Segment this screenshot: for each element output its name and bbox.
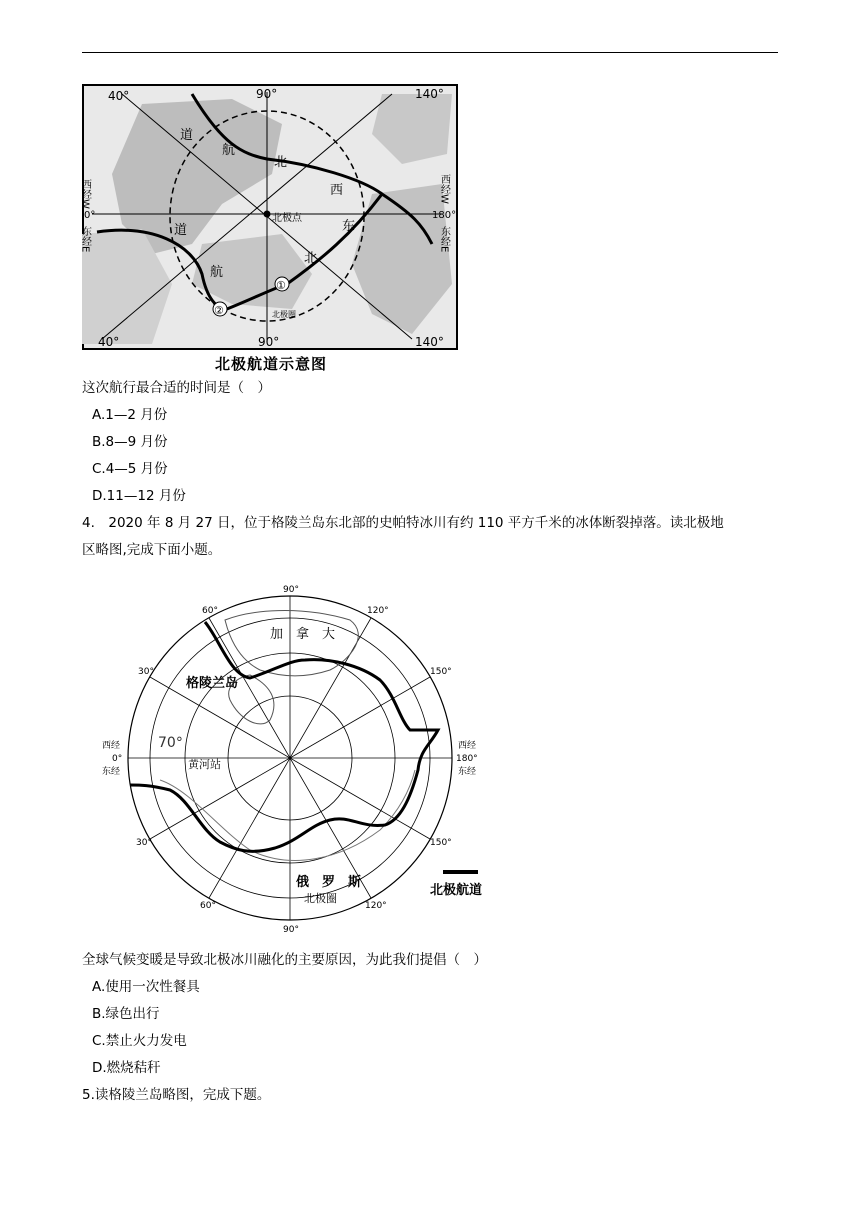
map2-lon-60: 60° (202, 606, 218, 616)
map1-east-label-right: 东经E (438, 226, 450, 253)
map1-west-label-right: 西经W (438, 174, 450, 204)
map1-route-label: 北 (304, 251, 318, 266)
map2-lon-150-s: 150° (430, 838, 452, 848)
map1-route-label: 道 (180, 128, 194, 143)
map2-east-label: 东经 (102, 767, 121, 777)
map2-west-label: 西经 (102, 741, 121, 751)
map1-marker-1: ① (276, 279, 286, 292)
map2-west-label-right: 西经 (458, 741, 477, 751)
arctic-region-map-2 (100, 580, 520, 940)
q4-option-a: A.使用一次性餐具 (92, 979, 200, 995)
map1-180-label: 180° (432, 210, 457, 221)
map1-route-label: 道 (174, 223, 188, 238)
map1-lon-140-bottom: 140° (415, 335, 444, 349)
map2-lon-30: 30° (138, 667, 154, 677)
map2-legend-label: 北极航道 (430, 883, 483, 898)
map2-yellow-river-station-label: 黄河站 (188, 758, 221, 771)
arctic-route-map-1 (79, 84, 458, 354)
map1-marker-2: ② (214, 304, 224, 317)
map1-route-label: 航 (210, 265, 224, 280)
map1-caption: 北极航道示意图 (215, 355, 328, 373)
map2-lon-90-bottom: 90° (283, 925, 299, 935)
map2-arctic-circle-label: 北极圈 (304, 892, 337, 905)
q4-intro-line2: 区略图,完成下面小题。 (82, 542, 222, 558)
map2-lon-120-s: 120° (365, 901, 387, 911)
map1-lon-140-top: 140° (415, 87, 444, 101)
q3-option-d: D.11—12 月份 (92, 488, 186, 504)
q4-option-b: B.绿色出行 (92, 1006, 160, 1022)
map1-lon-40-bottom: 40° (98, 335, 120, 349)
q3-stem: 这次航行最合适的时间是（ ） (82, 380, 271, 396)
map1-west-label: 西经W (79, 179, 91, 209)
map1-lon-90-bottom: 90° (258, 335, 280, 349)
map2-russia-label: 俄 罗 斯 (296, 875, 362, 890)
map2-east-label-right: 东经 (458, 767, 477, 777)
header-rule (82, 52, 778, 53)
map2-lat-70: 70° (158, 735, 183, 751)
map2-lon-120: 120° (367, 606, 389, 616)
map2-lon-150: 150° (430, 667, 452, 677)
q4-option-d: D.燃烧秸秆 (92, 1060, 161, 1076)
q3-option-b: B.8—9 月份 (92, 434, 168, 450)
map1-route-label: 西 (330, 183, 344, 198)
q3-option-a: A.1—2 月份 (92, 407, 168, 423)
map2-lon-60-s: 60° (200, 901, 216, 911)
q4-option-c: C.禁止火力发电 (92, 1033, 187, 1049)
map1-route-label: 航 (222, 143, 236, 158)
map1-north-pole-label: 北极点 (272, 213, 302, 224)
map1-lon-40-top: 40° (108, 89, 130, 103)
map1-east-label: 东经E (79, 226, 91, 253)
q4-stem: 全球气候变暖是导致北极冰川融化的主要原因，为此我们提倡（ ） (82, 952, 487, 968)
q4-intro-line1: 4. 2020 年 8 月 27 日，位于格陵兰岛东北部的史帕特冰川有约 110 平方千米的冰体断裂掉落。读北极地 (82, 515, 724, 531)
map1-route-label: 北 (274, 155, 288, 170)
q3-option-c: C.4—5 月份 (92, 461, 168, 477)
q5-stem: 5.读格陵兰岛略图，完成下题。 (82, 1087, 271, 1103)
map1-arctic-circle-label: 北极圈 (272, 310, 296, 319)
map1-zero-label: 0° (84, 210, 96, 221)
map2-180-label: 180° (456, 754, 478, 764)
map1-lon-90-top: 90° (256, 87, 278, 101)
map2-greenland-label: 格陵兰岛 (186, 676, 239, 691)
map1-route-label: 东 (342, 219, 356, 234)
map2-canada-label: 加 拿 大 (270, 627, 336, 642)
map2-zero-label: 0° (112, 754, 123, 764)
map2-lon-90-top: 90° (283, 585, 299, 595)
map2-lon-30-s: 30° (136, 838, 152, 848)
